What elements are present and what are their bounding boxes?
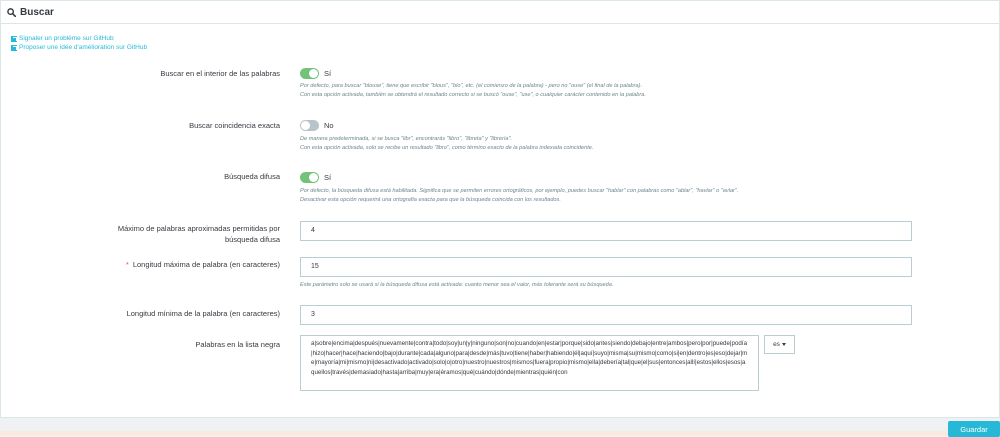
exact-match-state: No (324, 121, 334, 130)
save-button[interactable]: Guardar (948, 421, 1000, 437)
report-issue-link[interactable] (11, 34, 147, 43)
toggle-knob (301, 121, 310, 130)
fuzzy-search-toggle[interactable] (300, 172, 319, 183)
search-within-words-toggle[interactable] (300, 68, 319, 79)
search-within-words-state: Sí (324, 69, 332, 78)
search-icon (7, 8, 16, 17)
required-marker: * (125, 260, 129, 269)
exact-match-help-1: De manera predeterminada, si se busca "libr", encontrarás "libro", "libreta" y "librería". (300, 136, 513, 142)
suggest-improvement-label: Proposer une idée d'amélioration sur GitHub (19, 44, 148, 51)
exact-match-toggle[interactable] (300, 120, 319, 131)
max-approx-words-label-line1: Máximo de palabras aproximadas permitidas por (117, 224, 280, 233)
max-approx-words-input[interactable]: 4 (300, 221, 912, 241)
fuzzy-search-help-2: Desactivar esta opción requerirá una ortografía exacta para que la búsqueda coincida con los resultados. (300, 197, 561, 203)
search-within-words-help-2: Con esta opción activada, también se obtendrá el resultado correcto si se buscó "ouse", "use", o cualquier carácter contenido en la palabra. (300, 92, 646, 98)
fuzzy-search-help-1: Por defecto, la búsqueda difusa está habilitada. Significa que se permiten errores ortográficos, por ejemplo, puedes buscar "hablar" con palabras como "ablar", "havlar" o "avlar". (300, 188, 739, 194)
max-word-length-help: Este parámetro solo se usará si la búsqueda difusa está activada: cuanto menor sea el valor, más tolerante será su búsqueda. (300, 282, 614, 288)
toggle-knob (309, 69, 318, 78)
language-code: es (773, 341, 780, 348)
github-links (11, 34, 147, 52)
blacklist-label: Palabras en la lista negra (195, 340, 280, 349)
min-word-length-label: Longitud mínima de la palabra (en caracteres) (126, 309, 280, 318)
exact-match-help-2: Con esta opción activada, solo se recibe un resultado "libro", como término exacto de la palabra indexada coincidente. (300, 145, 594, 151)
min-word-length-input[interactable]: 3 (300, 305, 912, 325)
max-word-length-label (126, 259, 280, 270)
toggle-knob (309, 173, 318, 182)
panel-header (1, 1, 999, 24)
max-approx-words-label (118, 223, 280, 245)
external-link-icon (11, 36, 17, 42)
fuzzy-search-state: Sí (324, 173, 332, 182)
search-within-words-help-1: Por defecto, para buscar "blouse", tiene que escribir "blous", "blo", etc. (el comienzo de la palabra) - pero no "ouse" (el final de la palabra). (300, 83, 643, 89)
fuzzy-search-label: Búsqueda difusa (224, 172, 280, 181)
footer-bar (0, 431, 948, 435)
caret-down-icon (782, 343, 786, 346)
language-dropdown-button[interactable] (764, 335, 795, 354)
report-issue-label: Signaler un problème sur GitHub (19, 35, 114, 42)
max-word-length-label-text: Longitud máxima de palabra (en caracteres) (132, 260, 280, 269)
max-word-length-input[interactable]: 15 (300, 257, 912, 277)
exact-match-label: Buscar coincidencia exacta (189, 121, 280, 130)
max-approx-words-label-line2: búsqueda difusa (224, 235, 280, 244)
suggest-improvement-link[interactable] (11, 43, 147, 52)
blacklist-textarea[interactable]: a|sobre|encima|después|nuevamente|contra|todo|soy|un|y|ninguno|son|no|cuando|en|estar|porque|sido|antes|siendo|debajo|entre|ambos|pero|por|puede|podía|hizo|hacer|hace|haciendo|bajo|durante|cada|alguno|para|desde|más|tuvo|tiene|haber|habiendo|él|aquí|suyo|misma|su|mismo|como|si|en|dentro|es|eso|dejar|me|mayoría|mi|mismo|ni|desactivado|activado|solo|o|otro|nuestro|nuestros|mismos|fuera|propio|mismo|ella|debería|tal|que|el|sus|entonces|allí|estos|ellos|esos|aquellos|través|demasiado|hasta|arriba|muy|era|éramos|qué|cuándo|dónde|mientras|quién|con (300, 335, 759, 391)
external-link-icon (11, 45, 17, 51)
panel-title: Buscar (20, 6, 54, 18)
search-within-words-label: Buscar en el interior de las palabras (160, 69, 280, 78)
